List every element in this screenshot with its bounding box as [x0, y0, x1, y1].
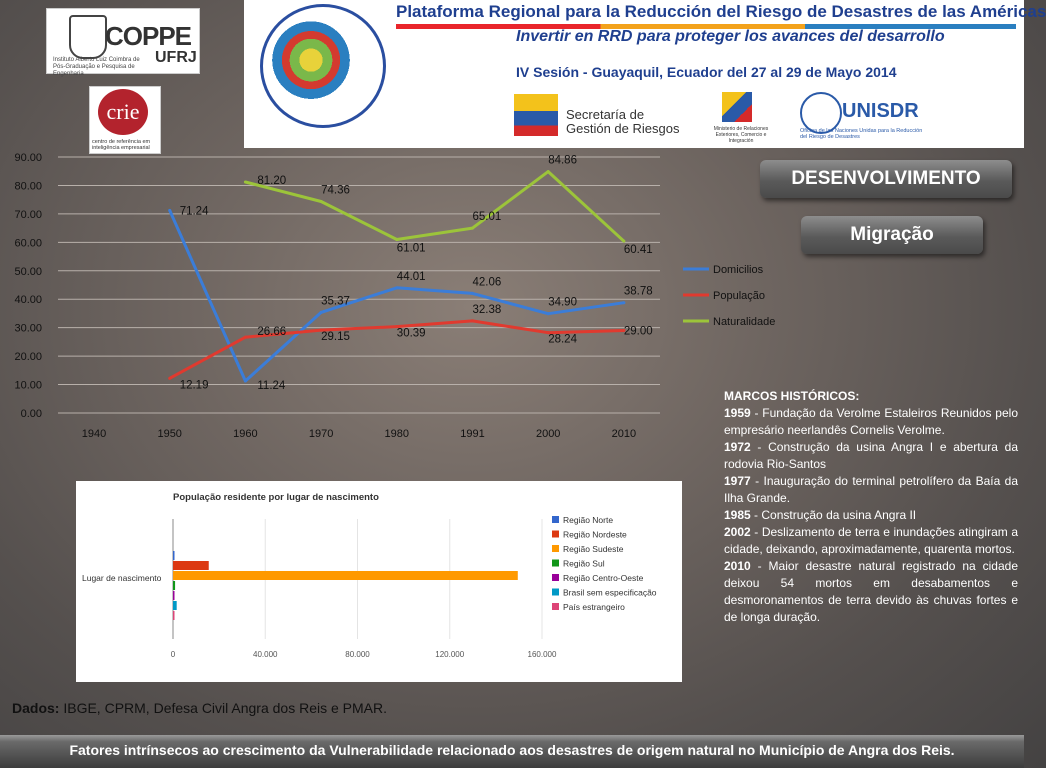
- y-tick-label: 50.00: [14, 265, 42, 278]
- x-tick-label: 2000: [535, 428, 561, 440]
- data-point: [471, 227, 474, 230]
- data-point: [244, 181, 247, 184]
- crie-name: crie: [98, 89, 148, 135]
- mre-logo-icon: [722, 92, 752, 122]
- data-label: 81.20: [257, 175, 287, 188]
- y-tick-label: 90.00: [14, 152, 42, 164]
- legend-label: Região Nordeste: [563, 529, 627, 540]
- marco-item: [724, 558, 1018, 626]
- banner-session: IV Sesión - Guayaquil, Ecuador del 27 al 29 de Mayo 2014: [516, 64, 897, 80]
- crie-logo: [89, 86, 161, 154]
- legend-label: Naturalidade: [713, 316, 776, 328]
- marco-item: [724, 405, 1018, 439]
- bar: [173, 581, 175, 590]
- x-tick-label: 1991: [460, 428, 485, 440]
- data-point: [471, 292, 474, 295]
- data-label: 38.78: [623, 285, 653, 298]
- marco-item: [724, 473, 1018, 507]
- x-tick-label: 1980: [384, 428, 410, 440]
- series-line-2: [245, 172, 624, 242]
- bar: [173, 571, 518, 580]
- desenvolvimento-button[interactable]: DESENVOLVIMENTO: [760, 160, 1012, 198]
- y-tick-label: 30.00: [14, 322, 42, 335]
- data-label: 11.24: [257, 380, 286, 393]
- coppe-name: COPPE: [105, 21, 192, 51]
- conference-banner: [244, 0, 1046, 148]
- x-tick-label: 40.000: [253, 650, 278, 659]
- data-point: [320, 200, 323, 203]
- americas-globe-icon: [260, 4, 386, 128]
- marco-text: - Fundação da Verolme Estaleiros Reunidos pelo empresário neerlandês Cornelis Verolme.: [724, 406, 1018, 437]
- migration-line-chart: [0, 150, 776, 440]
- marco-year: 1985: [724, 508, 751, 522]
- y-tick-label: 10.00: [14, 379, 42, 392]
- data-label: 26.66: [257, 326, 287, 339]
- marco-item: [724, 507, 1018, 524]
- x-tick-label: 120.000: [435, 650, 465, 659]
- y-tick-label: 0.00: [20, 408, 42, 420]
- legend-swatch: [552, 603, 559, 610]
- x-tick-label: 1940: [81, 428, 107, 440]
- data-label: 84.86: [548, 154, 577, 167]
- legend-label: Região Sul: [563, 558, 605, 569]
- category-label: Lugar de nascimento: [82, 573, 162, 583]
- legend-swatch: [552, 589, 559, 596]
- bar: [173, 551, 175, 560]
- legend-label: Domicilios: [713, 264, 764, 276]
- data-label: 28.24: [548, 333, 577, 346]
- marco-year: 1977: [724, 474, 751, 488]
- sgr-name: Secretaría de Gestión de Riesgos: [566, 107, 680, 136]
- dados-label: Dados:: [12, 700, 60, 716]
- data-label: 61.01: [396, 242, 426, 255]
- marco-year: 1959: [724, 406, 751, 420]
- marcos-heading: MARCOS HISTÓRICOS:: [724, 389, 860, 403]
- marco-year: 1972: [724, 440, 751, 454]
- coppe-ufrj: UFRJ: [155, 49, 197, 66]
- data-point: [471, 319, 474, 322]
- y-tick-label: 40.00: [14, 294, 42, 307]
- x-tick-label: 1970: [308, 428, 334, 440]
- x-tick-label: 160.000: [527, 650, 557, 659]
- y-tick-label: 60.00: [14, 237, 42, 250]
- marco-text: - Deslizamento de terra e inundações atingiram a cidade, deixando, aproximadamente, quarenta mortos.: [724, 525, 1018, 556]
- data-point: [320, 311, 323, 314]
- data-label: 35.37: [321, 295, 350, 308]
- coppe-subtitle: Instituto Alberto Luiz Coimbra de Pós-Graduação e Pesquisa de Engenharia: [53, 57, 140, 77]
- migracao-button[interactable]: Migração: [801, 216, 983, 254]
- data-point: [547, 170, 550, 173]
- marco-text: - Construção da usina Angra II: [750, 508, 917, 522]
- x-tick-label: 1960: [233, 428, 258, 440]
- series-line-0: [170, 210, 624, 381]
- data-label: 44.01: [396, 270, 426, 283]
- x-tick-label: 2010: [611, 428, 637, 440]
- data-point: [168, 377, 171, 380]
- data-point: [395, 286, 398, 289]
- legend-label: País estrangeiro: [563, 602, 625, 612]
- data-label: 74.36: [321, 184, 350, 197]
- marco-text: - Maior desastre natural registrado na cidade deixou 54 mortos em desabamentos e desmoronamentos de terra devido às chuvas fortes e de longa duração.: [724, 559, 1018, 624]
- marco-year: 2010: [724, 559, 751, 573]
- data-point: [547, 312, 550, 315]
- y-tick-label: 80.00: [14, 180, 42, 193]
- mre-name: Ministerio de Relaciones Exteriores, Comercio e Integración: [713, 126, 769, 144]
- legend-swatch: [552, 574, 559, 581]
- data-point: [622, 240, 625, 243]
- marcos-historicos: [724, 388, 1018, 626]
- data-point: [168, 209, 171, 212]
- legend-swatch: [552, 560, 559, 567]
- sgr-logo-icon: [514, 94, 558, 136]
- legend-label: População: [713, 290, 765, 302]
- legend-swatch: [552, 531, 559, 538]
- data-label: 29.00: [623, 325, 653, 338]
- legend-label: Região Centro-Oeste: [563, 573, 644, 583]
- data-point: [622, 301, 625, 304]
- data-label: 32.38: [472, 303, 502, 316]
- bar: [173, 611, 175, 620]
- unisdr-subtitle: Oficina de las Naciones Unidas para la Reducción del Riesgo de Desastres: [800, 128, 923, 140]
- crie-subtitle: centro de referência em inteligência empresarial: [92, 139, 151, 151]
- x-tick-label: 1950: [157, 428, 182, 440]
- marco-text: - Inauguração do terminal petrolífero da Baía da Ilha Grande.: [724, 474, 1018, 505]
- legend-label: Região Sudeste: [563, 544, 624, 554]
- data-label: 30.39: [396, 327, 426, 340]
- marco-text: - Construção da usina Angra I e abertura da rodovia Rio-Santos: [724, 440, 1018, 471]
- data-label: 42.06: [472, 276, 502, 289]
- data-label: 65.01: [472, 211, 502, 224]
- bar: [173, 591, 175, 600]
- data-sources: [12, 700, 387, 716]
- marco-year: 2002: [724, 525, 751, 539]
- coppe-emblem-icon: [69, 15, 107, 59]
- data-point: [244, 380, 247, 383]
- y-tick-label: 70.00: [14, 208, 42, 221]
- x-tick-label: 0: [170, 650, 176, 659]
- legend-label: Região Norte: [563, 515, 614, 525]
- coppe-logo: [46, 8, 200, 77]
- birthplace-bar-chart: [76, 481, 682, 682]
- data-label: 29.15: [321, 331, 350, 344]
- birthplace-bar-chart-panel: [76, 481, 682, 682]
- bar-chart-title: População residente por lugar de nascimento: [173, 492, 379, 503]
- marcos-list: [724, 405, 1018, 626]
- footer-caption: Fatores intrínsecos ao crescimento da Vulnerabilidade relacionado aos desastres de origem natural no Município de Angra dos Reis.: [0, 735, 1024, 768]
- unisdr-name: UNISDR: [842, 100, 919, 122]
- data-point: [395, 238, 398, 241]
- banner-subtitle: Invertir en RRD para proteger los avances del desarrollo: [516, 28, 945, 45]
- marco-item: [724, 439, 1018, 473]
- data-label: 71.24: [179, 205, 209, 218]
- legend-label: Brasil sem especificação: [563, 587, 657, 598]
- data-label: 34.90: [548, 296, 577, 309]
- banner-title: Plataforma Regional para la Reducción del Riesgo de Desastres de las Américas: [396, 2, 1046, 21]
- legend-swatch: [552, 516, 559, 523]
- x-tick-label: 80.000: [345, 650, 370, 659]
- data-label: 12.19: [179, 379, 209, 392]
- data-point: [244, 336, 247, 339]
- dados-text: IBGE, CPRM, Defesa Civil Angra dos Reis e PMAR.: [59, 700, 388, 716]
- bar: [173, 601, 177, 610]
- data-label: 60.41: [623, 244, 653, 257]
- bar: [173, 561, 209, 570]
- y-tick-label: 20.00: [14, 351, 42, 364]
- marco-item: [724, 524, 1018, 558]
- legend-swatch: [552, 545, 559, 552]
